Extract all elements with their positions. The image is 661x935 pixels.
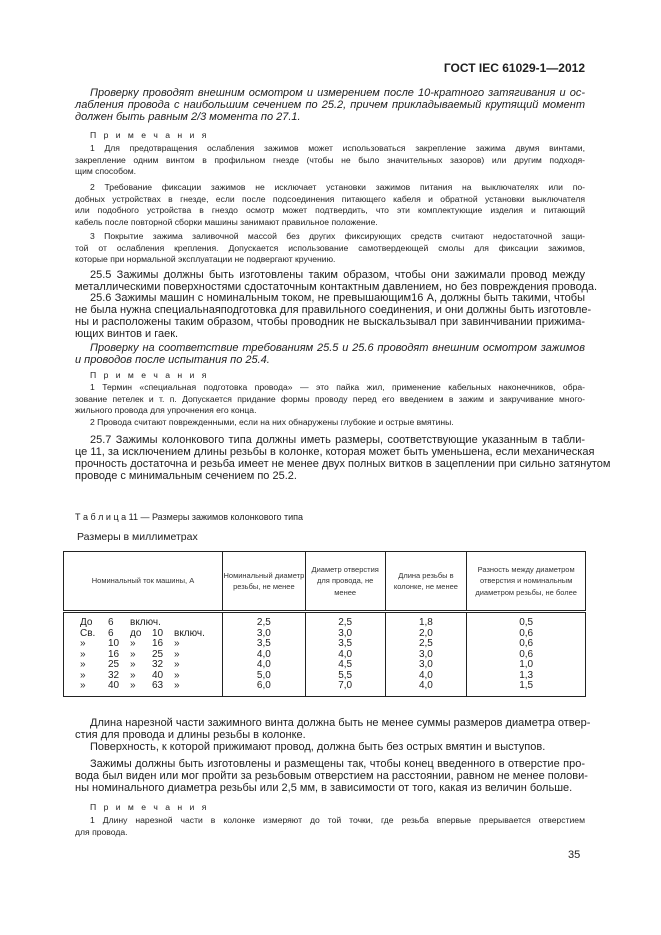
notes-heading (75, 802, 585, 814)
thread-length-values (385, 612, 467, 697)
range-cell: » (174, 659, 180, 670)
value-cell: 4,5 (338, 659, 353, 670)
value-cell: 3,0 (256, 627, 271, 639)
text-line: 25.6 Зажимы машин с номинальным током, не превышающим16 А, должны быть такими, чтобы (90, 292, 585, 304)
text-line: 3 Покрытие зажима заливочной массой без других фиксирующих средств считают недостаточной защи- (90, 231, 585, 241)
text-line: П р и м е ч а н и я (90, 802, 209, 812)
current-range-row (64, 671, 222, 682)
header-thread-diameter: Номинальный диаметр резьбы, не менее (222, 552, 305, 612)
value-cell: 2,5 (338, 617, 353, 628)
range-cell: включ. (174, 627, 205, 639)
value-cell: 2,5 (256, 617, 271, 628)
value-cell: 3,5 (256, 638, 271, 649)
range-cell: » (130, 648, 136, 660)
notes-heading (75, 130, 585, 142)
range-cell: включ. (130, 617, 161, 628)
text-line: щим способом. (75, 166, 137, 176)
value-cell: 3,0 (418, 659, 433, 670)
value-cell: 2,5 (418, 638, 433, 649)
note-paragraph (75, 382, 585, 417)
text-line: ны и расположены таким образом, чтобы проводник не выскальзывал при завинчивании прижима- (75, 316, 585, 328)
range-cell: » (174, 638, 180, 649)
header-diameter-difference: Разность между диаметром отверстия и номинальным диаметром резьбы, не более (467, 552, 586, 612)
range-cell: » (80, 680, 86, 691)
current-range-row (64, 629, 222, 640)
paragraph (75, 758, 588, 794)
diameter-difference-values (467, 612, 586, 697)
text-line: Длина нарезной части зажимного винта должна быть не менее суммы размеров диаметра отвер- (90, 717, 591, 729)
value-cell: 2,0 (418, 627, 433, 639)
value-cell: 0,6 (519, 627, 534, 639)
range-cell: До (80, 617, 93, 628)
text-line: 1 Термин «специальная подготовка провода» — это пайка жил, применение кабельных наконечников, обра- (90, 382, 585, 392)
text-line: зование петелек и т. п. Допускается придание формы проводу перед его введением в зажим и закручивание много- (75, 393, 585, 404)
text-line: для провода. (75, 826, 128, 837)
range-cell: 16 (108, 648, 120, 660)
table-caption: Т а б л и ц а 11 — Размеры зажимов колонкового типа (75, 512, 304, 522)
range-cell: » (80, 659, 86, 670)
value-cell: 5,5 (338, 669, 353, 681)
range-cell: » (80, 638, 86, 649)
note-paragraph (75, 815, 585, 838)
range-cell: » (130, 680, 136, 691)
value-cell: 0,6 (519, 648, 534, 660)
range-cell: 32 (108, 669, 120, 681)
standard-header: ГОСТ IEC 61029-1—2012 (443, 61, 585, 75)
value-cell: 4,0 (418, 669, 433, 681)
range-cell: 10 (152, 627, 164, 639)
paragraph (75, 434, 611, 482)
value-cell: 3,0 (338, 627, 353, 639)
text-line: и проводов после испытания по 25.4. (75, 354, 270, 366)
value-cell: 3,0 (418, 648, 433, 660)
value-cell: 4,0 (256, 648, 271, 660)
text-line: лабления провода с наибольшим сечением по 25.2, причем прикладываемый крутящий момент (75, 99, 585, 111)
paragraph (75, 717, 591, 741)
range-cell: Св. (80, 627, 96, 639)
text-line: ны номинального диаметра резьбы или 2,5 мм, в зависимости от того, какая из величин больше. (75, 782, 573, 794)
text-line: 2 Требование фиксации зажимов не исключает установки зажимов питания на выключателях или по- (90, 182, 585, 192)
range-cell: 63 (152, 680, 164, 691)
text-line: вода был виден или мог пройти за резьбовым отверстием на расстоянии, равном не менее полови- (75, 770, 588, 782)
text-line: проводе с минимальным сечением по 25.2. (75, 470, 297, 482)
text-line: должен быть равным 2/3 момента по 27.1. (75, 111, 301, 123)
terminal-size-table (63, 551, 586, 697)
value-cell: 7,0 (338, 680, 353, 691)
hole-diameter-values (305, 612, 385, 697)
range-cell: » (174, 648, 180, 660)
text-line: ющих винтов и гаек. (75, 328, 179, 340)
thread-diameter-values (222, 612, 305, 697)
text-line: 2 Провода считают поврежденными, если на них обнаружены глубокие и острые вмятины. (90, 417, 454, 427)
range-cell: » (174, 680, 180, 691)
range-cell: 32 (152, 659, 164, 670)
text-line: 25.5 Зажимы должны быть изготовлены таким образом, чтобы они зажимали провод между (90, 269, 585, 281)
value-cell: 1,5 (519, 680, 534, 691)
text-line: добных устройствах в гнезде, если после подсоединения питающего кабеля и обратной установки выключателя (75, 193, 585, 204)
text-line: не была нужна специальнаяподготовка для правильного соединения, и они должны быть изготовле- (75, 304, 592, 316)
range-cell: 16 (152, 638, 164, 649)
table-units: Размеры в миллиметрах (77, 531, 198, 543)
text-line: Поверхность, к которой прижимают провод, должна быть без острых вмятин и выступов. (90, 741, 546, 753)
value-cell: 1,8 (418, 617, 433, 628)
value-cell: 4,0 (418, 680, 433, 691)
range-cell: 25 (108, 659, 120, 670)
value-cell: 4,0 (256, 659, 271, 670)
range-cell: » (130, 659, 136, 670)
current-range-row (64, 681, 222, 692)
text-line: П р и м е ч а н и я (90, 370, 209, 380)
text-line: Проверку проводят внешним осмотром и измерением после 10-кратного затягивания и ос- (90, 87, 585, 99)
text-line: закрепление одним винтом в профильном гнезде (чтобы не было значительных зазоров) или другим подходя- (75, 154, 585, 165)
value-cell: 3,5 (338, 638, 353, 649)
text-line: стия для провода и длины резьбы в колонке. (75, 729, 306, 741)
paragraph (75, 87, 585, 123)
text-line: прочность достаточна и резьба имеет не менее двух полных витков в зацеплении при сильно затянутом (75, 458, 611, 470)
text-line: металлическими поверхностями сдостаточным контактным давлением, но без повреждения провода. (75, 281, 598, 293)
paragraph (75, 269, 598, 293)
page-number: 35 (568, 849, 581, 861)
current-range-row (64, 650, 222, 661)
range-cell: 6 (108, 617, 114, 628)
range-cell (174, 618, 214, 629)
range-cell: » (174, 669, 180, 681)
text-line: жильного провода для упрочнения его конца. (75, 405, 257, 415)
note-paragraph (75, 417, 585, 429)
current-range-row (64, 660, 222, 671)
range-cell: 6 (108, 627, 114, 639)
text-line: которые при нормальной эксплуатации не подвергают кручению. (75, 254, 336, 264)
header-current: Номинальный ток машины, А (64, 552, 223, 612)
value-cell: 6,0 (256, 680, 271, 691)
range-cell: 40 (152, 669, 164, 681)
value-cell: 5,0 (256, 669, 271, 681)
range-cell: » (80, 648, 86, 660)
value-cell: 1,0 (519, 659, 534, 670)
text-line: кабель после повторной сборки машины занимают правильное положение. (75, 216, 378, 227)
note-paragraph (75, 182, 585, 228)
current-range-row (64, 618, 222, 629)
notes-heading (75, 370, 585, 382)
range-cell: » (80, 669, 86, 681)
range-cell: 10 (108, 638, 120, 649)
text-line: Проверку на соответствие требованиям 25.5 и 25.6 проводят внешним осмотром зажимов (90, 342, 585, 354)
paragraph (75, 292, 592, 340)
paragraph (75, 741, 585, 753)
text-line: П р и м е ч а н и я (90, 130, 209, 140)
header-hole-diameter: Диаметр отверстия для провода, не менее (305, 552, 385, 612)
value-cell: 4,0 (338, 648, 353, 660)
text-line: 1 Длину нарезной части в колонке измеряют до той точки, где резьба впервые прерывается отверстием (90, 815, 585, 825)
range-cell: 25 (152, 648, 164, 660)
current-range-row (64, 639, 222, 650)
value-cell: 1,3 (519, 669, 534, 681)
range-cell: » (130, 638, 136, 649)
range-cell (152, 618, 174, 629)
text-line: той от ослабления крепления. Допускается использование самотвердеющей смолы для фиксации зажимов, (75, 242, 585, 253)
range-cell: до (130, 627, 142, 639)
value-cell: 0,6 (519, 638, 534, 649)
range-cell: » (130, 669, 136, 681)
note-paragraph (75, 231, 585, 266)
text-line: це 11, за исключением длины резьбы в колонке, которая может быть уменьшена, если механическая (75, 446, 595, 458)
note-paragraph (75, 143, 585, 178)
current-ranges (64, 612, 223, 697)
text-line: 25.7 Зажимы колонкового типа должны иметь размеры, соответствующие указанным в табли- (90, 434, 585, 446)
range-cell: 40 (108, 680, 120, 691)
header-thread-length: Длина резьбы в колонке, не менее (385, 552, 467, 612)
text-line: 1 Для предотвращения ослабления зажимов может использоваться закрепление зажима двумя винтами, (90, 143, 585, 153)
paragraph (75, 342, 585, 366)
text-line: или подобного устройства в гнездо осмотр может подтвердить, что эти комплектующие изделия и питающий (75, 205, 585, 215)
text-line: Зажимы должны быть изготовлены и размещены так, чтобы конец введенного в отверстие про- (90, 758, 585, 770)
value-cell: 0,5 (519, 617, 534, 628)
